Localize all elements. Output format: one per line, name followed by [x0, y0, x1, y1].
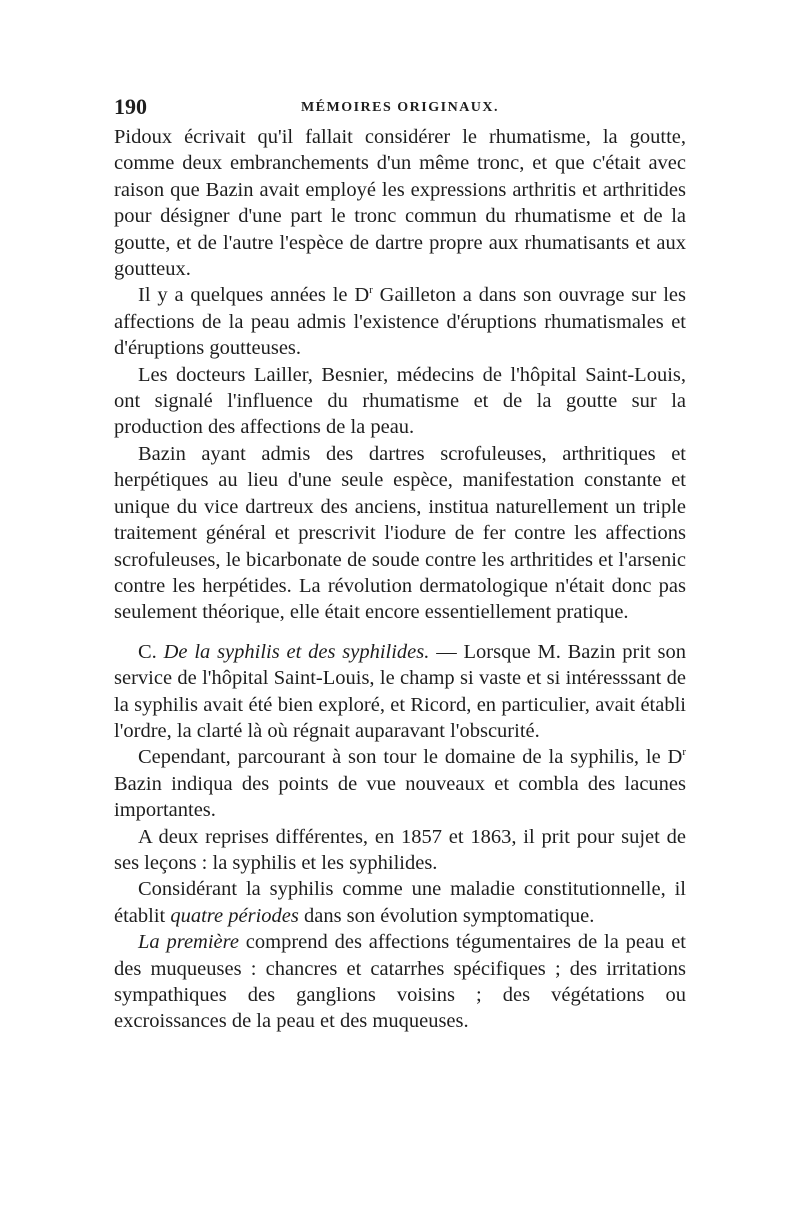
- section-title: De la syphilis et des syphilides.: [163, 640, 430, 663]
- paragraph-pidoux: Pidoux écrivait qu'il fallait considérer le rhumatisme, la goutte, comme deux embranchements d'un même tronc, et que c'était avec raison que Bazin avait employé les expressions arthritis et arthritides pour désigner d'une part le tronc commun du rhumatisme et de la goutte, et de l'autre l'espèce de dartre propre aux rhumatisants et aux goutteux.: [114, 126, 686, 281]
- paragraph-premiere-periode: La première comprend des affections tégumentaires de la peau et des muqueuses : chancres et catarrhes spécifiques ; des irritations sympathiques des ganglions voisins ; des végétations ou excroissances de la peau et des muqueuses.: [114, 931, 686, 1033]
- paragraph-bazin-dartres: Bazin ayant admis des dartres scrofuleuses, arthritiques et herpétiques au lieu d'une seule espèce, manifestation constante et unique du vice dartreux des anciens, institua naturellement un triple traitement général et prescrivit l'iodure de fer contre les affections scrofuleuses, le bicarbonate de soude contre les arthritides et l'arsenic contre les herpétides. La révolution dermatologique n'était donc pas seulement théorique, elle était encore essentiellement pratique.: [114, 442, 686, 624]
- page-number: 190: [114, 94, 147, 119]
- page-header: [114, 94, 686, 122]
- paragraph-deux-reprises: A deux reprises différentes, en 1857 et 1863, il prit pour sujet de ses leçons : la syphilis et les syphilides.: [114, 825, 686, 874]
- paragraph-cependant: Cependant, parcourant à son tour le domaine de la syphilis, le $D^r$ Bazin indiqua des points de vue nouveaux et combla des lacunes importantes.: [114, 746, 686, 822]
- paragraph-lailler-besnier: Les docteurs Lailler, Besnier, médecins de l'hôpital Saint-Louis, ont signalé l'influence du rhumatisme et de la goutte sur la production des affections de la peau.: [114, 363, 686, 439]
- paragraph-gailleton: Il y a quelques années le $D^r$ Gailleton a dans son ouvrage sur les affections de la peau admis l'existence d'éruptions rhumatismales et d'éruptions goutteuses.: [114, 284, 686, 360]
- running-head: MÉMOIRES ORIGINAUX.: [300, 100, 500, 115]
- section-label: C.: [138, 640, 157, 663]
- body-text: [114, 124, 686, 1035]
- section-syphilis: C. De la syphilis et des syphilides. — Lorsque M. Bazin prit son service de l'hôpital Saint-Louis, le champ si vaste et si intéresssant de la syphilis avait été bien exploré, et Ricord, en particulier, avait établi l'ordre, la clarté là où régnait auparavant l'obscurité.: [114, 640, 687, 742]
- paragraph-quatre-periodes: Considérant la syphilis comme une maladie constitutionnelle, il établit quatre périodes dans son évolution symptomatique.: [114, 878, 686, 927]
- book-page: [114, 94, 686, 1035]
